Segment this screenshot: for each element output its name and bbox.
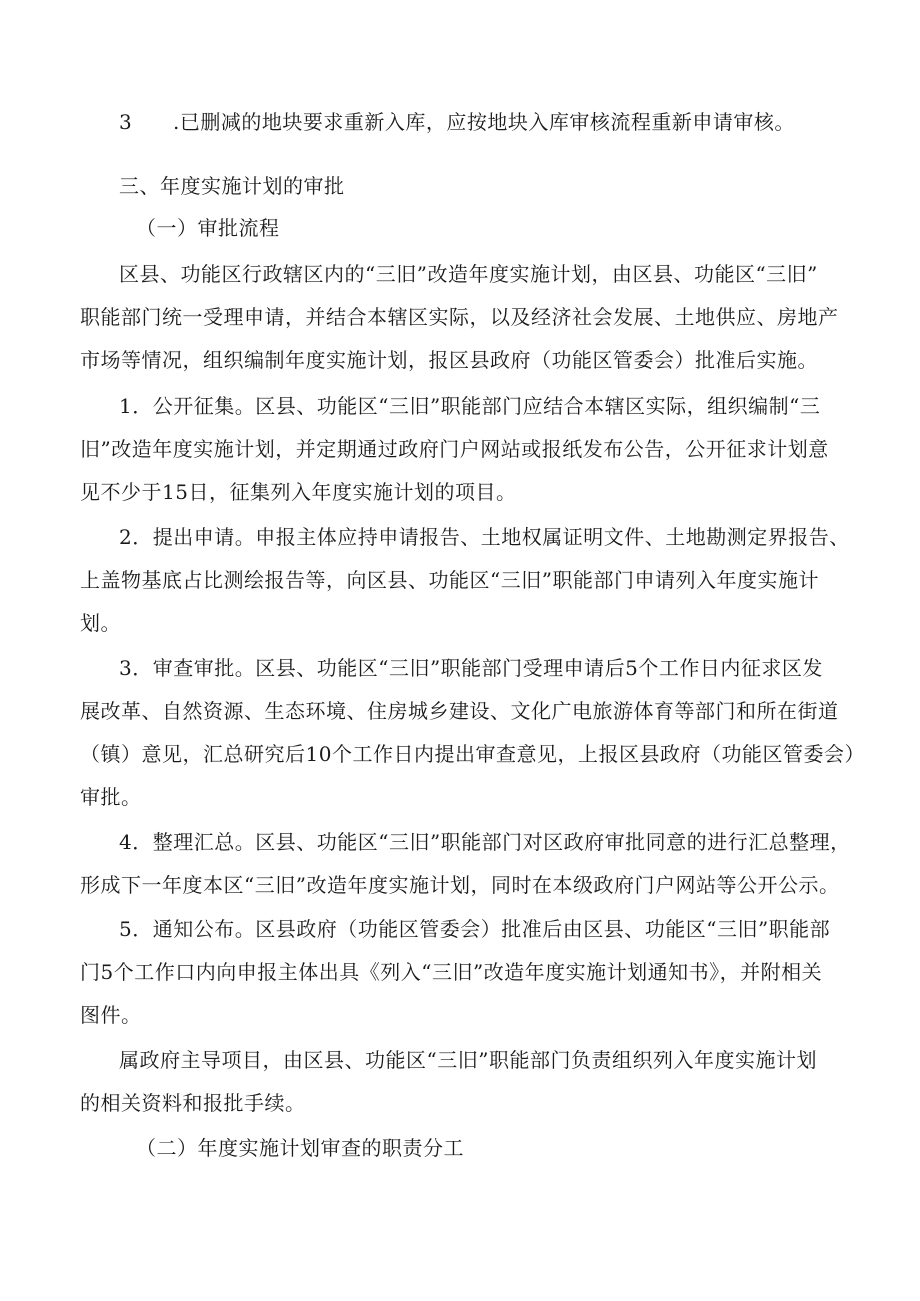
item-3-number: 3 [119,110,132,134]
government-led-line: 属政府主导项目，由区县、功能区“三旧”职能部门负责组织列入年度实施计划 [119,1048,817,1072]
step-5-line: 5．通知公布。区县政府（功能区管委会）批准后由区县、功能区“三旧”职能部 [119,917,831,941]
intro-paragraph-line: 区县、功能区行政辖区内的“三旧”改造年度实施计划，由区县、功能区“三旧” [119,262,818,286]
step-2-line: 划。 [80,611,121,635]
step-5-line: 门5个工作口内向申报主体出具《列入“三旧”改造年度实施计划通知书》，并附相关 [80,960,823,984]
government-led-line: 的相关资料和报批手续。 [80,1091,306,1115]
step-2-line: 上盖物基底占比测绘报告等，向区县、功能区“三旧”职能部门申请列入年度实施计 [80,568,819,592]
step-1-line: 见不少于15日，征集列入年度实施计划的项目。 [80,480,517,504]
step-5-line: 图件。 [80,1003,142,1027]
step-3-line: 3．审查审批。区县、功能区“三旧”职能部门受理申请后5个工作日内征求区发 [119,656,823,680]
step-1-line: 旧”改造年度实施计划，并定期通过政府门户网站或报纸发布公告，公开征求计划意 [80,437,829,461]
step-1-line: 1．公开征集。区县、功能区“三旧”职能部门应结合本辖区实际，组织编制“三 [119,394,821,418]
step-3-line: （镇）意见，汇总研究后10个工作日内提出审查意见，上报区县政府（功能区管委会） [80,742,865,766]
subsection-heading-approval-process: （一）审批流程 [136,216,280,240]
step-3-line: 审批。 [80,785,142,809]
step-4-line: 4．整理汇总。区县、功能区“三旧”职能部门对区政府审批同意的进行汇总整理， [119,830,851,854]
intro-paragraph-line: 职能部门统一受理申请，并结合本辖区实际，以及经济社会发展、土地供应、房地产 [80,305,839,329]
item-3-text: .已删减的地块要求重新入库，应按地块入库审核流程重新申请审核。 [173,110,795,134]
subsection-heading-responsibilities: （二）年度实施计划审查的职责分工 [136,1136,464,1160]
step-4-line: 形成下一年度本区“三旧”改造年度实施计划，同时在本级政府门户网站等公开公示。 [80,873,840,897]
step-2-line: 2．提出申请。申报主体应持申请报告、土地权属证明文件、土地勘测定界报告、 [119,525,850,549]
section-heading: 三、年度实施计划的审批 [119,174,345,198]
step-3-line: 展改革、自然资源、生态环境、住房城乡建设、文化广电旅游体育等部门和所在街道 [80,699,839,723]
intro-paragraph-line: 市场等情况，组织编制年度实施计划，报区县政府（功能区管委会）批准后实施。 [80,348,818,372]
